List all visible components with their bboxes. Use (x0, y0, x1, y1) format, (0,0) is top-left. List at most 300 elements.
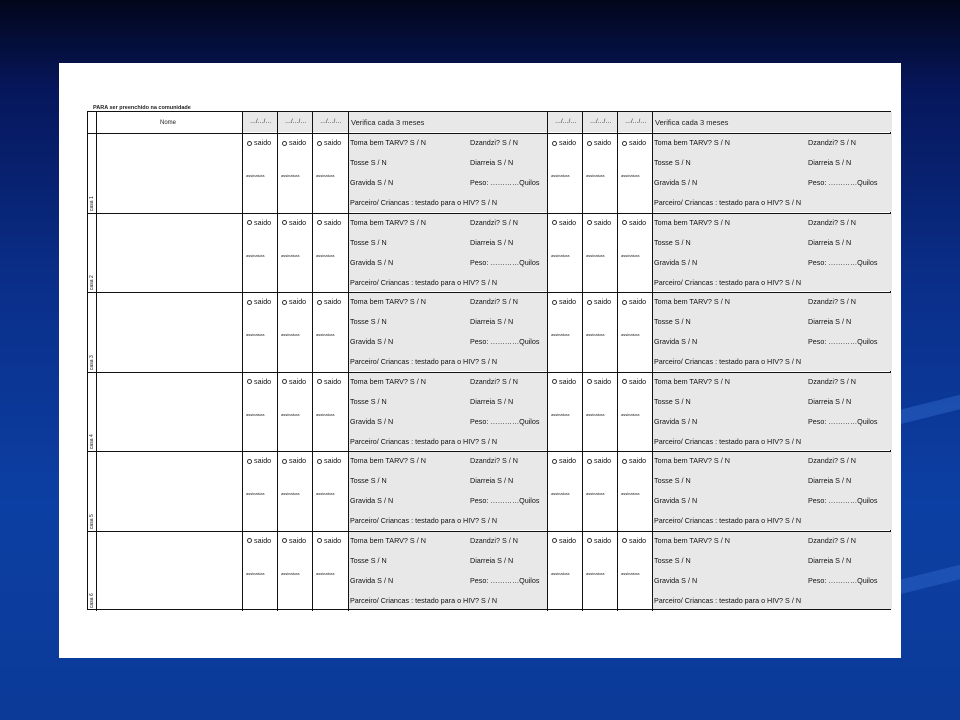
header-date-label: …/…/… (320, 119, 342, 125)
question-parceiro[interactable]: Parceiro/ Criancas : testado para o HIV? S / N (654, 436, 802, 446)
saido-checkbox[interactable] (622, 377, 646, 386)
radio-circle-icon[interactable] (622, 300, 627, 305)
radio-circle-icon[interactable] (317, 459, 322, 464)
saido-label: saido (324, 456, 342, 465)
radio-circle-icon[interactable] (247, 379, 252, 384)
question-peso[interactable]: Peso: …………Quilos (808, 416, 878, 426)
question-diarreia[interactable]: Diarreia S / N (808, 555, 852, 565)
table-row (88, 452, 890, 532)
question-diarreia[interactable]: Diarreia S / N (808, 476, 852, 485)
saido-checkbox[interactable] (282, 456, 306, 465)
saido-label: saido (254, 535, 272, 545)
header-verify-label: Verifica cada 3 meses (655, 118, 729, 127)
radio-circle-icon[interactable] (622, 459, 627, 464)
saido-checkbox[interactable] (282, 377, 306, 386)
question-dzandzi[interactable]: Dzandzi? S / N (808, 376, 856, 386)
question-peso[interactable]: Peso: …………Quilos (808, 575, 878, 585)
column-divider (242, 532, 243, 612)
column-divider (348, 532, 349, 612)
column-divider (312, 214, 313, 293)
column-divider (242, 112, 243, 133)
saido-checkbox[interactable] (247, 536, 271, 545)
question-parceiro[interactable]: Parceiro/ Criancas : testado para o HIV? S / N (350, 595, 498, 605)
question-diarreia[interactable]: Diarreia S / N (470, 317, 514, 326)
row-label: casa 5 (88, 513, 95, 529)
column-divider (617, 293, 618, 372)
table-row (88, 373, 890, 453)
question-diarreia[interactable]: Diarreia S / N (808, 237, 852, 247)
column-divider (348, 373, 349, 452)
question-tarv[interactable]: Toma bem TARV? S / N (654, 535, 730, 545)
column-divider (582, 373, 583, 452)
question-tosse[interactable]: Tosse S / N (654, 158, 691, 167)
radio-circle-icon[interactable] (317, 220, 322, 225)
question-tarv[interactable]: Toma bem TARV? S / N (350, 297, 426, 306)
question-gravida[interactable]: Gravida S / N (654, 575, 698, 585)
column-divider (547, 532, 548, 612)
saido-checkbox[interactable] (552, 377, 576, 386)
radio-circle-icon[interactable] (282, 538, 287, 543)
column-divider (617, 532, 618, 612)
question-gravida[interactable]: Gravida S / N (350, 575, 394, 585)
question-dzandzi[interactable]: Dzandzi? S / N (470, 376, 518, 386)
radio-circle-icon[interactable] (247, 459, 252, 464)
saido-checkbox[interactable] (282, 297, 306, 306)
header-date-label: …/…/… (555, 119, 577, 125)
saido-label: saido (324, 535, 342, 545)
signature-field[interactable]: assinatura (281, 491, 300, 496)
saido-label: saido (289, 376, 307, 386)
column-divider (582, 214, 583, 293)
signature-field[interactable]: assinatura (621, 173, 640, 178)
radio-circle-icon[interactable] (552, 538, 557, 543)
signature-field[interactable]: assinatura (246, 570, 265, 576)
column-divider (547, 134, 548, 213)
question-tosse[interactable]: Tosse S / N (350, 555, 387, 565)
saido-checkbox[interactable] (552, 218, 576, 227)
saido-checkbox[interactable] (247, 218, 271, 227)
question-tarv[interactable]: Toma bem TARV? S / N (350, 456, 426, 465)
column-divider (348, 112, 349, 133)
question-dzandzi[interactable]: Dzandzi? S / N (470, 138, 518, 147)
saido-label: saido (324, 376, 342, 386)
saido-label: saido (559, 138, 577, 147)
column-divider (348, 293, 349, 372)
radio-circle-icon[interactable] (282, 459, 287, 464)
question-dzandzi[interactable]: Dzandzi? S / N (470, 456, 518, 465)
radio-circle-icon[interactable] (552, 300, 557, 305)
row-label: casa 1 (88, 195, 95, 211)
signature-field[interactable]: assinatura (551, 332, 570, 337)
saido-label: saido (594, 138, 612, 147)
radio-circle-icon[interactable] (587, 379, 592, 384)
column-divider (242, 373, 243, 452)
column-divider (652, 532, 653, 612)
saido-checkbox[interactable] (247, 138, 271, 147)
column-divider (96, 373, 97, 452)
question-tarv[interactable]: Toma bem TARV? S / N (350, 138, 426, 147)
column-divider (242, 134, 243, 213)
question-dzandzi[interactable]: Dzandzi? S / N (808, 217, 856, 227)
column-divider (652, 112, 653, 133)
question-tosse[interactable]: Tosse S / N (654, 476, 691, 485)
question-peso[interactable]: Peso: …………Quilos (808, 496, 878, 505)
signature-field[interactable]: assinatura (246, 332, 265, 337)
radio-circle-icon[interactable] (282, 141, 287, 146)
saido-label: saido (629, 297, 647, 306)
saido-label: saido (559, 535, 577, 545)
saido-checkbox[interactable] (247, 297, 271, 306)
column-divider (277, 373, 278, 452)
question-gravida[interactable]: Gravida S / N (350, 337, 394, 346)
radio-circle-icon[interactable] (282, 379, 287, 384)
question-gravida[interactable]: Gravida S / N (654, 337, 698, 346)
saido-checkbox[interactable] (317, 536, 341, 545)
radio-circle-icon[interactable] (317, 300, 322, 305)
column-divider (312, 293, 313, 372)
column-divider (312, 452, 313, 531)
saido-checkbox[interactable] (622, 138, 646, 147)
question-peso[interactable]: Peso: …………Quilos (470, 257, 540, 267)
signature-field[interactable]: assinatura (281, 332, 300, 337)
question-gravida[interactable]: Gravida S / N (654, 257, 698, 267)
question-tarv[interactable]: Toma bem TARV? S / N (654, 456, 730, 465)
saido-checkbox[interactable] (587, 456, 611, 465)
saido-checkbox[interactable] (247, 377, 271, 386)
radio-circle-icon[interactable] (317, 379, 322, 384)
question-tosse[interactable]: Tosse S / N (654, 237, 691, 247)
question-diarreia[interactable]: Diarreia S / N (808, 158, 852, 167)
saido-checkbox[interactable] (587, 377, 611, 386)
column-divider (96, 293, 97, 372)
question-tosse[interactable]: Tosse S / N (654, 317, 691, 326)
column-divider (277, 214, 278, 293)
signature-field[interactable]: assinatura (246, 173, 265, 178)
column-divider (617, 134, 618, 213)
saido-checkbox[interactable] (622, 218, 646, 227)
saido-label: saido (289, 456, 307, 465)
signature-field[interactable]: assinatura (586, 173, 605, 178)
question-diarreia[interactable]: Diarreia S / N (808, 396, 852, 406)
saido-checkbox[interactable] (587, 138, 611, 147)
saido-label: saido (629, 535, 647, 545)
saido-checkbox[interactable] (587, 536, 611, 545)
question-peso[interactable]: Peso: …………Quilos (808, 257, 878, 267)
saido-label: saido (594, 297, 612, 306)
radio-circle-icon[interactable] (587, 300, 592, 305)
signature-field[interactable]: assinatura (316, 411, 335, 417)
signature-field[interactable]: assinatura (586, 570, 605, 576)
question-peso[interactable]: Peso: …………Quilos (470, 337, 540, 346)
question-tosse[interactable]: Tosse S / N (350, 396, 387, 406)
column-divider (652, 452, 653, 531)
saido-label: saido (629, 456, 647, 465)
column-divider (547, 293, 548, 372)
question-diarreia[interactable]: Diarreia S / N (470, 555, 514, 565)
saido-checkbox[interactable] (282, 138, 306, 147)
radio-circle-icon[interactable] (247, 538, 252, 543)
saido-label: saido (629, 376, 647, 386)
saido-checkbox[interactable] (282, 218, 306, 227)
radio-circle-icon[interactable] (247, 220, 252, 225)
question-gravida[interactable]: Gravida S / N (350, 178, 394, 187)
question-tarv[interactable]: Toma bem TARV? S / N (654, 376, 730, 386)
signature-field[interactable]: assinatura (586, 411, 605, 417)
saido-label: saido (254, 297, 272, 306)
question-dzandzi[interactable]: Dzandzi? S / N (470, 535, 518, 545)
question-gravida[interactable]: Gravida S / N (654, 178, 698, 187)
saido-checkbox[interactable] (552, 297, 576, 306)
question-tosse[interactable]: Tosse S / N (350, 237, 387, 247)
saido-checkbox[interactable] (317, 297, 341, 306)
question-tarv[interactable]: Toma bem TARV? S / N (350, 535, 426, 545)
question-parceiro[interactable]: Parceiro/ Criancas : testado para o HIV? S / N (654, 595, 802, 605)
question-parceiro[interactable]: Parceiro/ Criancas : testado para o HIV? S / N (654, 277, 802, 287)
column-divider (96, 112, 97, 133)
column-divider (312, 134, 313, 213)
radio-circle-icon[interactable] (282, 220, 287, 225)
saido-label: saido (594, 456, 612, 465)
column-divider (617, 452, 618, 531)
radio-circle-icon[interactable] (317, 141, 322, 146)
column-divider (617, 214, 618, 293)
question-peso[interactable]: Peso: …………Quilos (808, 337, 878, 346)
column-divider (348, 134, 349, 213)
signature-field[interactable]: assinatura (621, 332, 640, 337)
header-name-label: Nome (160, 120, 177, 126)
signature-field[interactable]: assinatura (281, 570, 300, 576)
column-divider (652, 293, 653, 372)
question-parceiro[interactable]: Parceiro/ Criancas : testado para o HIV? S / N (350, 198, 498, 207)
saido-label: saido (289, 535, 307, 545)
radio-circle-icon[interactable] (587, 538, 592, 543)
column-divider (348, 452, 349, 531)
saido-checkbox[interactable] (622, 297, 646, 306)
saido-checkbox[interactable] (317, 218, 341, 227)
column-divider (96, 134, 97, 213)
signature-field[interactable]: assinatura (551, 491, 570, 496)
row-label: casa 4 (88, 434, 95, 449)
column-divider (582, 112, 583, 133)
question-peso[interactable]: Peso: …………Quilos (470, 416, 540, 426)
column-divider (277, 134, 278, 213)
question-dzandzi[interactable]: Dzandzi? S / N (808, 138, 856, 147)
question-diarreia[interactable]: Diarreia S / N (470, 158, 514, 167)
signature-field[interactable]: assinatura (551, 173, 570, 178)
column-divider (547, 373, 548, 452)
signature-field[interactable]: assinatura (586, 252, 605, 258)
signature-field[interactable]: assinatura (281, 411, 300, 417)
column-divider (277, 112, 278, 133)
saido-label: saido (254, 138, 272, 147)
question-peso[interactable]: Peso: …………Quilos (470, 575, 540, 585)
question-tosse[interactable]: Tosse S / N (654, 555, 691, 565)
saido-label: saido (629, 138, 647, 147)
saido-checkbox[interactable] (282, 536, 306, 545)
saido-label: saido (594, 535, 612, 545)
question-peso[interactable]: Peso: …………Quilos (808, 178, 878, 187)
saido-checkbox[interactable] (317, 138, 341, 147)
monitoring-form-table (87, 111, 891, 610)
column-divider (582, 134, 583, 213)
question-peso[interactable]: Peso: …………Quilos (470, 178, 540, 187)
saido-label: saido (559, 376, 577, 386)
question-parceiro[interactable]: Parceiro/ Criancas : testado para o HIV? S / N (654, 516, 802, 525)
saido-label: saido (289, 138, 307, 147)
question-parceiro[interactable]: Parceiro/ Criancas : testado para o HIV? S / N (654, 357, 802, 366)
column-divider (652, 214, 653, 293)
saido-checkbox[interactable] (552, 536, 576, 545)
table-row (88, 293, 890, 373)
signature-field[interactable]: assinatura (551, 252, 570, 258)
form-caption: PARA ser preenchido na comunidade (93, 105, 191, 111)
question-diarreia[interactable]: Diarreia S / N (808, 317, 852, 326)
header-date-label: …/…/… (625, 119, 647, 125)
signature-field[interactable]: assinatura (246, 491, 265, 496)
question-gravida[interactable]: Gravida S / N (350, 257, 394, 267)
question-gravida[interactable]: Gravida S / N (350, 496, 394, 505)
radio-circle-icon[interactable] (622, 141, 627, 146)
table-row (88, 134, 890, 214)
signature-field[interactable]: assinatura (316, 252, 335, 258)
column-divider (617, 112, 618, 133)
radio-circle-icon[interactable] (622, 220, 627, 225)
radio-circle-icon[interactable] (552, 459, 557, 464)
radio-circle-icon[interactable] (552, 220, 557, 225)
signature-field[interactable]: assinatura (586, 332, 605, 337)
signature-field[interactable]: assinatura (586, 491, 605, 496)
signature-field[interactable]: assinatura (621, 252, 640, 258)
question-tarv[interactable]: Toma bem TARV? S / N (350, 217, 426, 227)
question-dzandzi[interactable]: Dzandzi? S / N (808, 535, 856, 545)
saido-label: saido (594, 217, 612, 227)
question-dzandzi[interactable]: Dzandzi? S / N (808, 456, 856, 465)
saido-checkbox[interactable] (552, 456, 576, 465)
column-divider (652, 373, 653, 452)
question-tarv[interactable]: Toma bem TARV? S / N (350, 376, 426, 386)
signature-field[interactable]: assinatura (246, 252, 265, 258)
question-diarreia[interactable]: Diarreia S / N (470, 396, 514, 406)
saido-label: saido (594, 376, 612, 386)
table-header (88, 112, 890, 134)
question-parceiro[interactable]: Parceiro/ Criancas : testado para o HIV? S / N (654, 198, 802, 207)
saido-checkbox[interactable] (317, 377, 341, 386)
column-divider (547, 112, 548, 133)
saido-checkbox[interactable] (622, 536, 646, 545)
radio-circle-icon[interactable] (622, 538, 627, 543)
slide (59, 63, 901, 658)
question-dzandzi[interactable]: Dzandzi? S / N (470, 217, 518, 227)
question-diarreia[interactable]: Diarreia S / N (470, 476, 514, 485)
signature-field[interactable]: assinatura (621, 411, 640, 417)
saido-label: saido (559, 217, 577, 227)
column-divider (582, 452, 583, 531)
column-divider (277, 532, 278, 612)
radio-circle-icon[interactable] (622, 379, 627, 384)
question-gravida[interactable]: Gravida S / N (654, 496, 698, 505)
signature-field[interactable]: assinatura (316, 491, 335, 496)
signature-field[interactable]: assinatura (316, 332, 335, 337)
column-divider (312, 112, 313, 133)
saido-checkbox[interactable] (587, 218, 611, 227)
column-divider (96, 532, 97, 612)
column-divider (277, 293, 278, 372)
question-tarv[interactable]: Toma bem TARV? S / N (654, 217, 730, 227)
saido-checkbox[interactable] (622, 456, 646, 465)
question-tosse[interactable]: Tosse S / N (350, 476, 387, 485)
question-tosse[interactable]: Tosse S / N (350, 158, 387, 167)
column-divider (242, 214, 243, 293)
question-dzandzi[interactable]: Dzandzi? S / N (470, 297, 518, 306)
radio-circle-icon[interactable] (587, 141, 592, 146)
table-row (88, 532, 890, 612)
question-dzandzi[interactable]: Dzandzi? S / N (808, 297, 856, 306)
radio-circle-icon[interactable] (552, 379, 557, 384)
column-divider (277, 452, 278, 531)
header-date-label: …/…/… (250, 119, 272, 125)
saido-checkbox[interactable] (587, 297, 611, 306)
radio-circle-icon[interactable] (317, 538, 322, 543)
saido-checkbox[interactable] (247, 456, 271, 465)
radio-circle-icon[interactable] (552, 141, 557, 146)
question-parceiro[interactable]: Parceiro/ Criancas : testado para o HIV? S / N (350, 516, 498, 525)
question-tarv[interactable]: Toma bem TARV? S / N (654, 138, 730, 147)
radio-circle-icon[interactable] (587, 459, 592, 464)
question-gravida[interactable]: Gravida S / N (654, 416, 698, 426)
saido-label: saido (254, 456, 272, 465)
column-divider (96, 452, 97, 531)
signature-field[interactable]: assinatura (316, 173, 335, 178)
signature-field[interactable]: assinatura (551, 570, 570, 576)
radio-circle-icon[interactable] (247, 141, 252, 146)
row-label: casa 3 (88, 354, 95, 370)
signature-field[interactable]: assinatura (551, 411, 570, 417)
saido-label: saido (324, 297, 342, 306)
question-parceiro[interactable]: Parceiro/ Criancas : testado para o HIV? S / N (350, 357, 498, 366)
question-diarreia[interactable]: Diarreia S / N (470, 237, 514, 247)
column-divider (652, 134, 653, 213)
question-tosse[interactable]: Tosse S / N (654, 396, 691, 406)
radio-circle-icon[interactable] (282, 300, 287, 305)
radio-circle-icon[interactable] (247, 300, 252, 305)
signature-field[interactable]: assinatura (246, 411, 265, 417)
signature-field[interactable]: assinatura (281, 252, 300, 258)
column-divider (242, 452, 243, 531)
saido-checkbox[interactable] (317, 456, 341, 465)
question-peso[interactable]: Peso: …………Quilos (470, 496, 540, 505)
question-parceiro[interactable]: Parceiro/ Criancas : testado para o HIV? S / N (350, 436, 498, 446)
signature-field[interactable]: assinatura (621, 491, 640, 496)
saido-label: saido (559, 456, 577, 465)
column-divider (617, 373, 618, 452)
column-divider (582, 532, 583, 612)
question-parceiro[interactable]: Parceiro/ Criancas : testado para o HIV? S / N (350, 277, 498, 287)
signature-field[interactable]: assinatura (316, 570, 335, 576)
saido-checkbox[interactable] (552, 138, 576, 147)
signature-field[interactable]: assinatura (281, 173, 300, 178)
saido-label: saido (559, 297, 577, 306)
question-tosse[interactable]: Tosse S / N (350, 317, 387, 326)
question-tarv[interactable]: Toma bem TARV? S / N (654, 297, 730, 306)
column-divider (348, 214, 349, 293)
column-divider (312, 532, 313, 612)
saido-label: saido (629, 217, 647, 227)
question-gravida[interactable]: Gravida S / N (350, 416, 394, 426)
radio-circle-icon[interactable] (587, 220, 592, 225)
signature-field[interactable]: assinatura (621, 570, 640, 576)
saido-label: saido (324, 217, 342, 227)
table-row (88, 214, 890, 294)
